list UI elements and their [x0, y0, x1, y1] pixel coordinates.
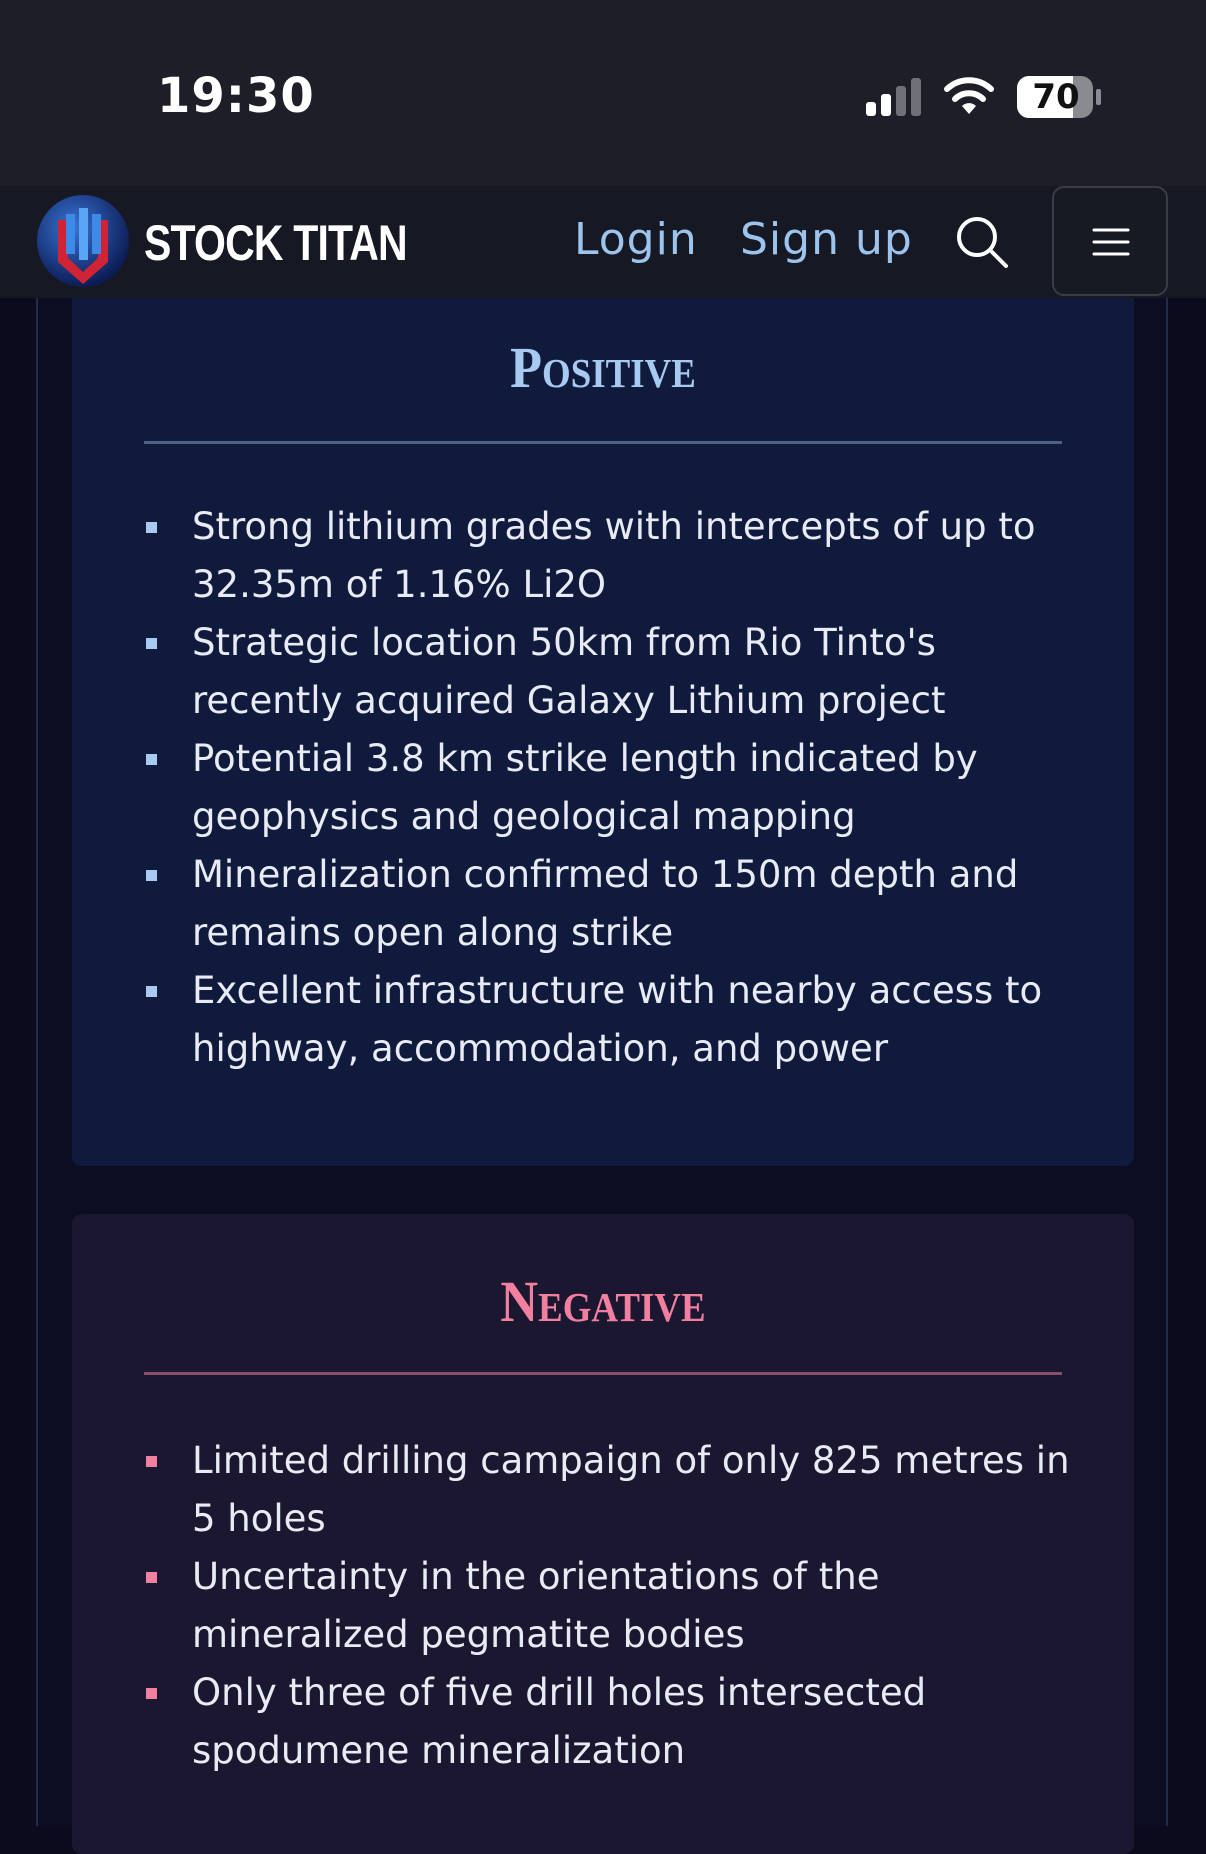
list-item-text: Strong lithium grades with intercepts of up to 32.35m of 1.16% Li2O: [192, 505, 1036, 606]
list-item: [144, 730, 1074, 846]
signal-icon: [864, 78, 924, 118]
positive-title: Positive: [510, 335, 696, 400]
bullet-marker: [146, 522, 157, 533]
list-item-text: Potential 3.8 km strike length indicated by geophysics and geological mapping: [192, 737, 978, 838]
list-item-text: Only three of five drill holes intersected spodumene mineralization: [192, 1671, 927, 1772]
navbar: [0, 186, 1206, 298]
bullet-marker: [146, 754, 157, 765]
brand-name[interactable]: STOCK TITAN: [144, 215, 407, 271]
negative-list: [144, 1432, 1074, 1780]
search-icon[interactable]: [954, 214, 1010, 270]
list-item-text: Strategic location 50km from Rio Tinto's recently acquired Galaxy Lithium project: [192, 621, 946, 722]
negative-card: [72, 1214, 1134, 1854]
battery-level: 70: [1032, 77, 1080, 117]
positive-list: [144, 498, 1074, 1078]
positive-divider: [144, 441, 1062, 444]
list-item-text: Uncertainty in the orientations of the mineralized pegmatite bodies: [192, 1555, 880, 1656]
logo-icon[interactable]: [36, 194, 130, 288]
signup-link[interactable]: Sign up: [740, 214, 913, 265]
list-item: [144, 962, 1074, 1078]
wifi-icon: [942, 74, 996, 118]
list-item: [144, 498, 1074, 614]
menu-icon: [1092, 226, 1130, 258]
list-item-text: Limited drilling campaign of only 825 metres in 5 holes: [192, 1439, 1070, 1540]
bullet-marker: [146, 1572, 157, 1583]
login-link[interactable]: Login: [574, 214, 698, 265]
menu-button[interactable]: [1052, 186, 1168, 296]
positive-card: [72, 298, 1134, 1166]
list-item: [144, 1664, 1074, 1780]
bullet-marker: [146, 638, 157, 649]
status-bar: [0, 0, 1206, 186]
bullet-marker: [146, 1456, 157, 1467]
bullet-marker: [146, 870, 157, 881]
list-item-text: Excellent infrastructure with nearby access to highway, accommodation, and power: [192, 969, 1043, 1070]
bullet-marker: [146, 986, 157, 997]
list-item-text: Mineralization confirmed to 150m depth and remains open along strike: [192, 853, 1019, 954]
status-time: 19:30: [157, 68, 315, 124]
list-item: [144, 846, 1074, 962]
negative-title: Negative: [500, 1269, 706, 1334]
list-item: [144, 614, 1074, 730]
negative-divider: [144, 1372, 1062, 1375]
list-item: [144, 1548, 1074, 1664]
list-item: [144, 1432, 1074, 1548]
bullet-marker: [146, 1688, 157, 1699]
